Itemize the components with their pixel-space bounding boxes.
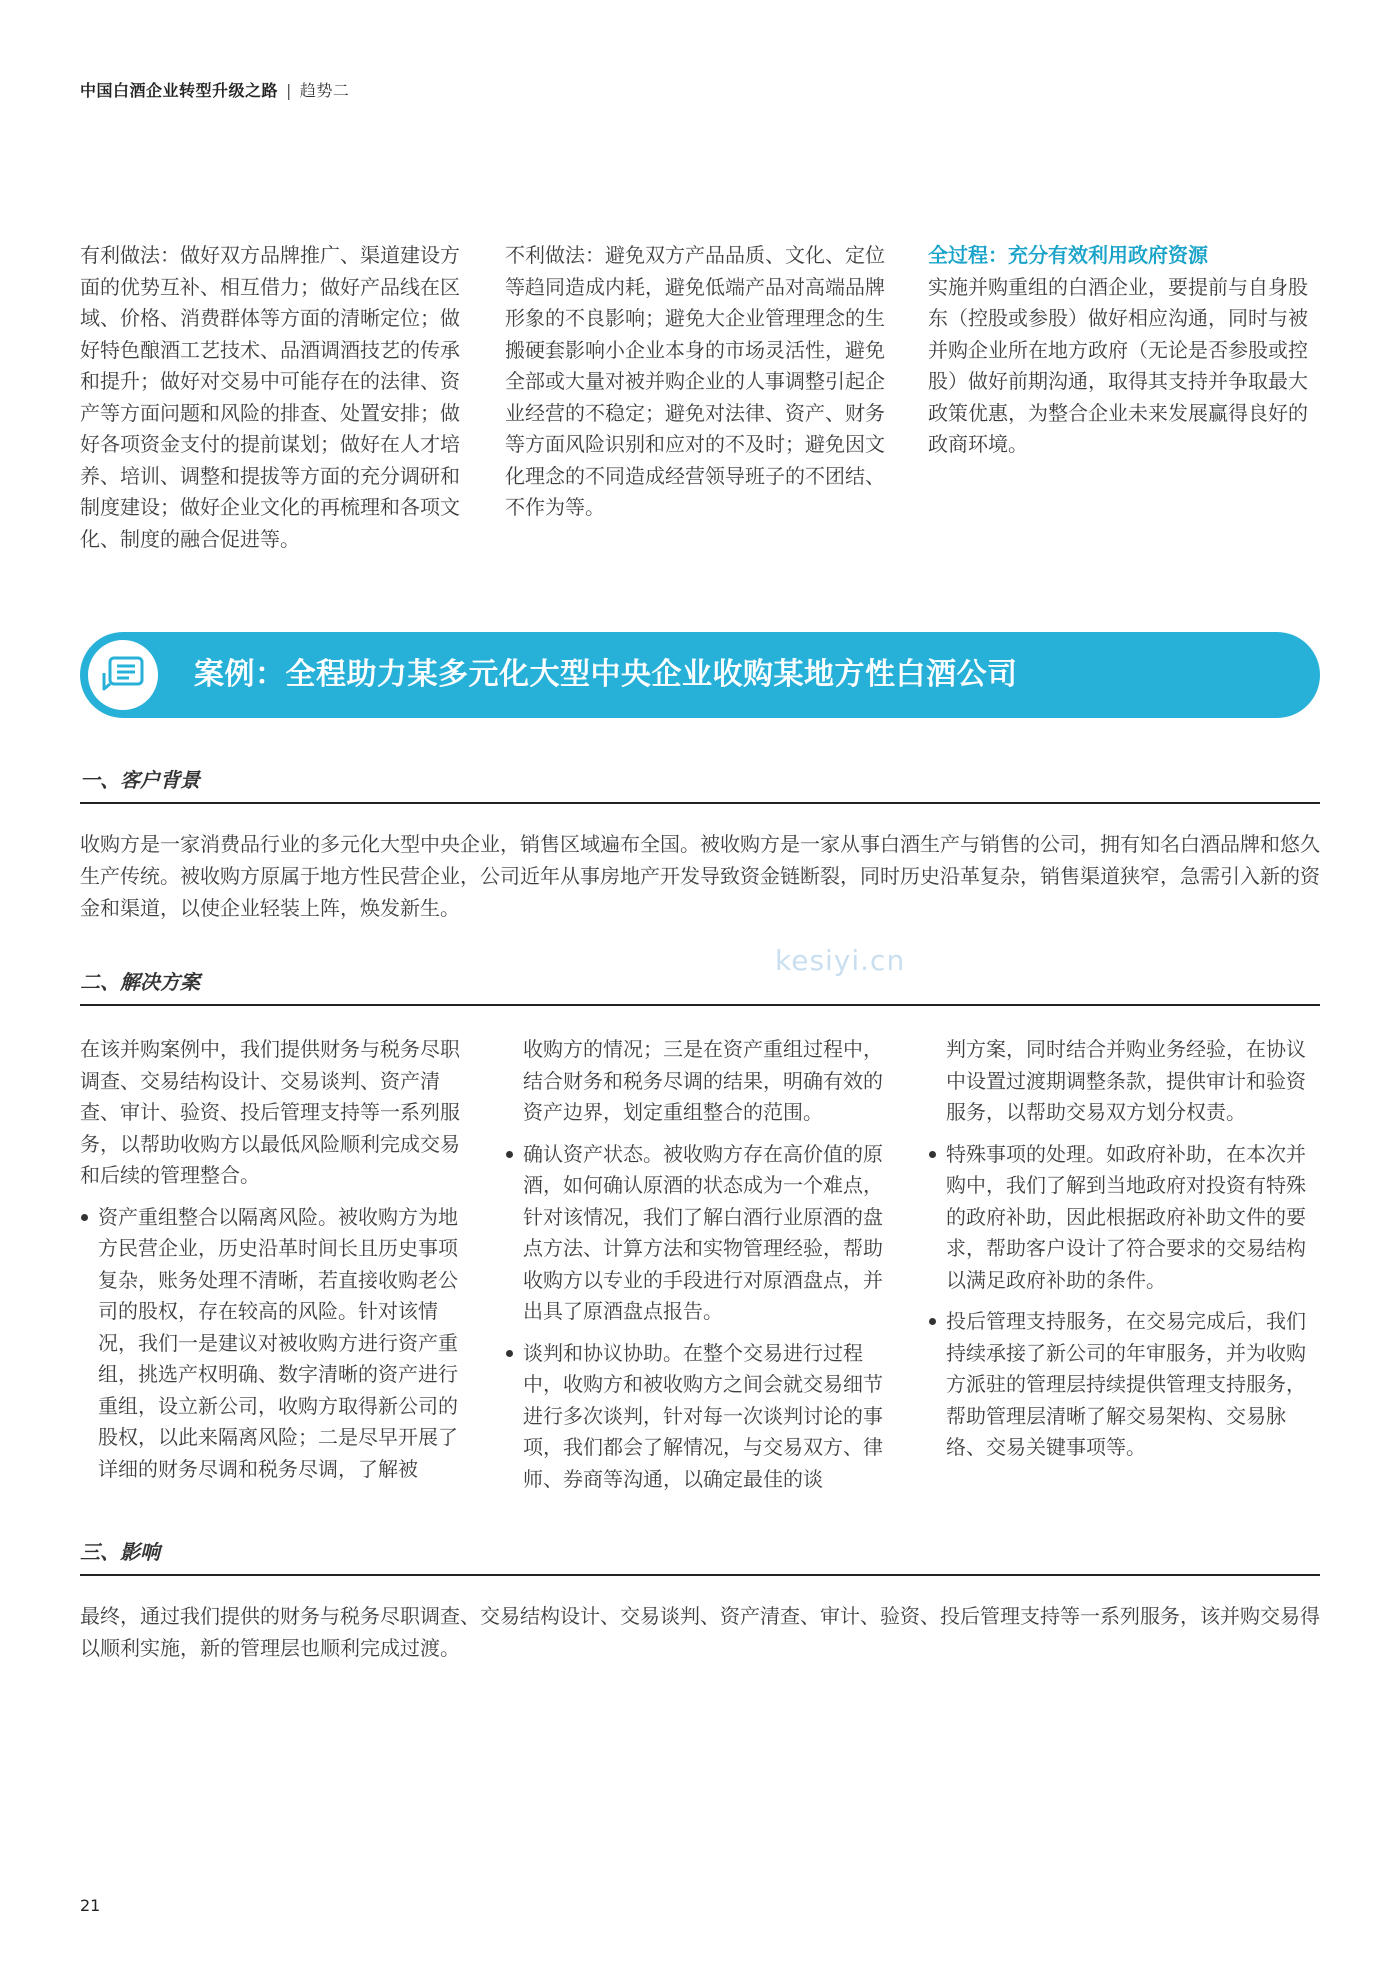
- asset-restructuring-continued: 收购方的情况；三是在资产重组过程中，结合财务和税务尽调的结果，明确有效的资产边界，划定重组整合的范围。: [523, 1037, 883, 1124]
- header-separator: |: [286, 81, 292, 100]
- unfavorable-practices-text: 不利做法：避免双方产品品质、文化、定位等趋同造成内耗，避免低端产品对高端品牌形象的不良影响；避免大企业管理理念的生搬硬套影响小企业本身的市场灵活性，避免全部或大量对被并购企业的人事调整引起企业经营的不稳定；避免对法律、资产、财务等方面风险识别和应对的不及时；避免因文化理念的不同造成经营领导班子的不团结、不作为等。: [505, 243, 885, 519]
- bullet-special-matters: 特殊事项的处理。如政府补助，在本次并购中，我们了解到当地政府对投资有特殊的政府补助，因此根据政府补助文件的要求，帮助客户设计了符合要求的交易结构以满足政府补助的条件。: [928, 1139, 1320, 1297]
- favorable-practices-text: 有利做法：做好双方品牌推广、渠道建设方面的优势互补、相互借力；做好产品线在区域、价格、消费群体等方面的清晰定位；做好特色酿酒工艺技术、品酒调酒技艺的传承和提升；做好对交易中可能存在的法律、资产等方面问题和风险的排查、处置安排；做好各项资金支付的提前谋划；做好在人才培养、培训、调整和提拔等方面的充分调研和制度建设；做好企业文化的再梳理和各项文化、制度的融合促进等。: [80, 243, 460, 551]
- running-header: [80, 78, 349, 101]
- chat-bubble-icon-graphic: [101, 655, 145, 695]
- solution-intro: 在该并购案例中，我们提供财务与税务尽职调查、交易结构设计、交易谈判、资产清查、审计、验资、投后管理支持等一系列服务，以帮助收购方以最低风险顺利完成交易和后续的管理整合。: [80, 1037, 460, 1187]
- government-resources-block: [928, 240, 1320, 461]
- solution-column-1: [80, 1034, 470, 1485]
- chat-bubble-icon: [88, 640, 158, 710]
- bullet-asset-restructuring: 资产重组整合以隔离风险。被收购方为地方民营企业，历史沿革时间长且历史事项复杂，账务处理不清晰，若直接收购老公司的股权，存在较高的风险。针对该情况，我们一是建议对被收购方进行资产重组，挑选产权明确、数字清晰的资产进行重组，设立新公司，收购方取得新公司的股权，以此来隔离风险；二是尽早开展了详细的财务尽调和税务尽调，了解被: [80, 1202, 470, 1486]
- section-heading-solution: 二、解决方案: [80, 968, 1320, 1006]
- section-heading-background: 一、客户背景: [80, 766, 1320, 804]
- watermark: kesiyi.cn: [775, 944, 906, 977]
- header-section: 趋势二: [299, 81, 350, 100]
- case-banner: [80, 632, 1320, 718]
- case-title: 案例：全程助力某多元化大型中央企业收购某地方性白酒公司: [194, 657, 1018, 692]
- negotiation-continued: 判方案，同时结合并购业务经验，在协议中设置过渡期调整条款，提供审计和验资服务，以帮助交易双方划分权责。: [946, 1037, 1306, 1124]
- solution-column-2: [505, 1034, 893, 1495]
- page-number: 21: [80, 1896, 101, 1915]
- section-heading-impact: 三、影响: [80, 1538, 1320, 1576]
- bullet-post-investment-support: 投后管理支持服务，在交易完成后，我们持续承接了新公司的年审服务，并为收购方派驻的管理层持续提供管理支持服务，帮助管理层清晰了解交易架构、交易脉络、交易关键事项等。: [928, 1306, 1320, 1464]
- government-resources-text: 实施并购重组的白酒企业，要提前与自身股东（控股或参股）做好相应沟通，同时与被并购企业所在地方政府（无论是否参股或控股）做好前期沟通，取得其支持并争取最大政策优惠，为整合企业未来发展赢得良好的政商环境。: [928, 274, 1308, 456]
- impact-text: 最终，通过我们提供的财务与税务尽职调查、交易结构设计、交易谈判、资产清查、审计、验资、投后管理支持等一系列服务，该并购交易得以顺利实施，新的管理层也顺利完成过渡。: [80, 1604, 1320, 1660]
- bullet-negotiation-support: 谈判和协议协助。在整个交易进行过程中，收购方和被收购方之间会就交易细节进行多次谈判，针对每一次谈判讨论的事项，我们都会了解情况，与交易双方、律师、券商等沟通，以确定最佳的谈: [505, 1338, 893, 1496]
- bullet-confirm-asset-status: 确认资产状态。被收购方存在高价值的原酒，如何确认原酒的状态成为一个难点，针对该情况，我们了解白酒行业原酒的盘点方法、计算方法和实物管理经验，帮助收购方以专业的手段进行对原酒盘点，并出具了原酒盘点报告。: [505, 1139, 893, 1328]
- solution-column-3: [928, 1034, 1320, 1464]
- background-text: 收购方是一家消费品行业的多元化大型中央企业，销售区域遍布全国。被收购方是一家从事白酒生产与销售的公司，拥有知名白酒品牌和悠久生产传统。被收购方原属于地方性民营企业，公司近年从事房地产开发导致资金链断裂，同时历史沿革复杂，销售渠道狭窄，急需引入新的资金和渠道，以使企业轻装上阵，焕发新生。: [80, 832, 1320, 920]
- government-resources-heading: 全过程：充分有效利用政府资源: [928, 243, 1208, 267]
- document-title: 中国白酒企业转型升级之路: [80, 81, 279, 100]
